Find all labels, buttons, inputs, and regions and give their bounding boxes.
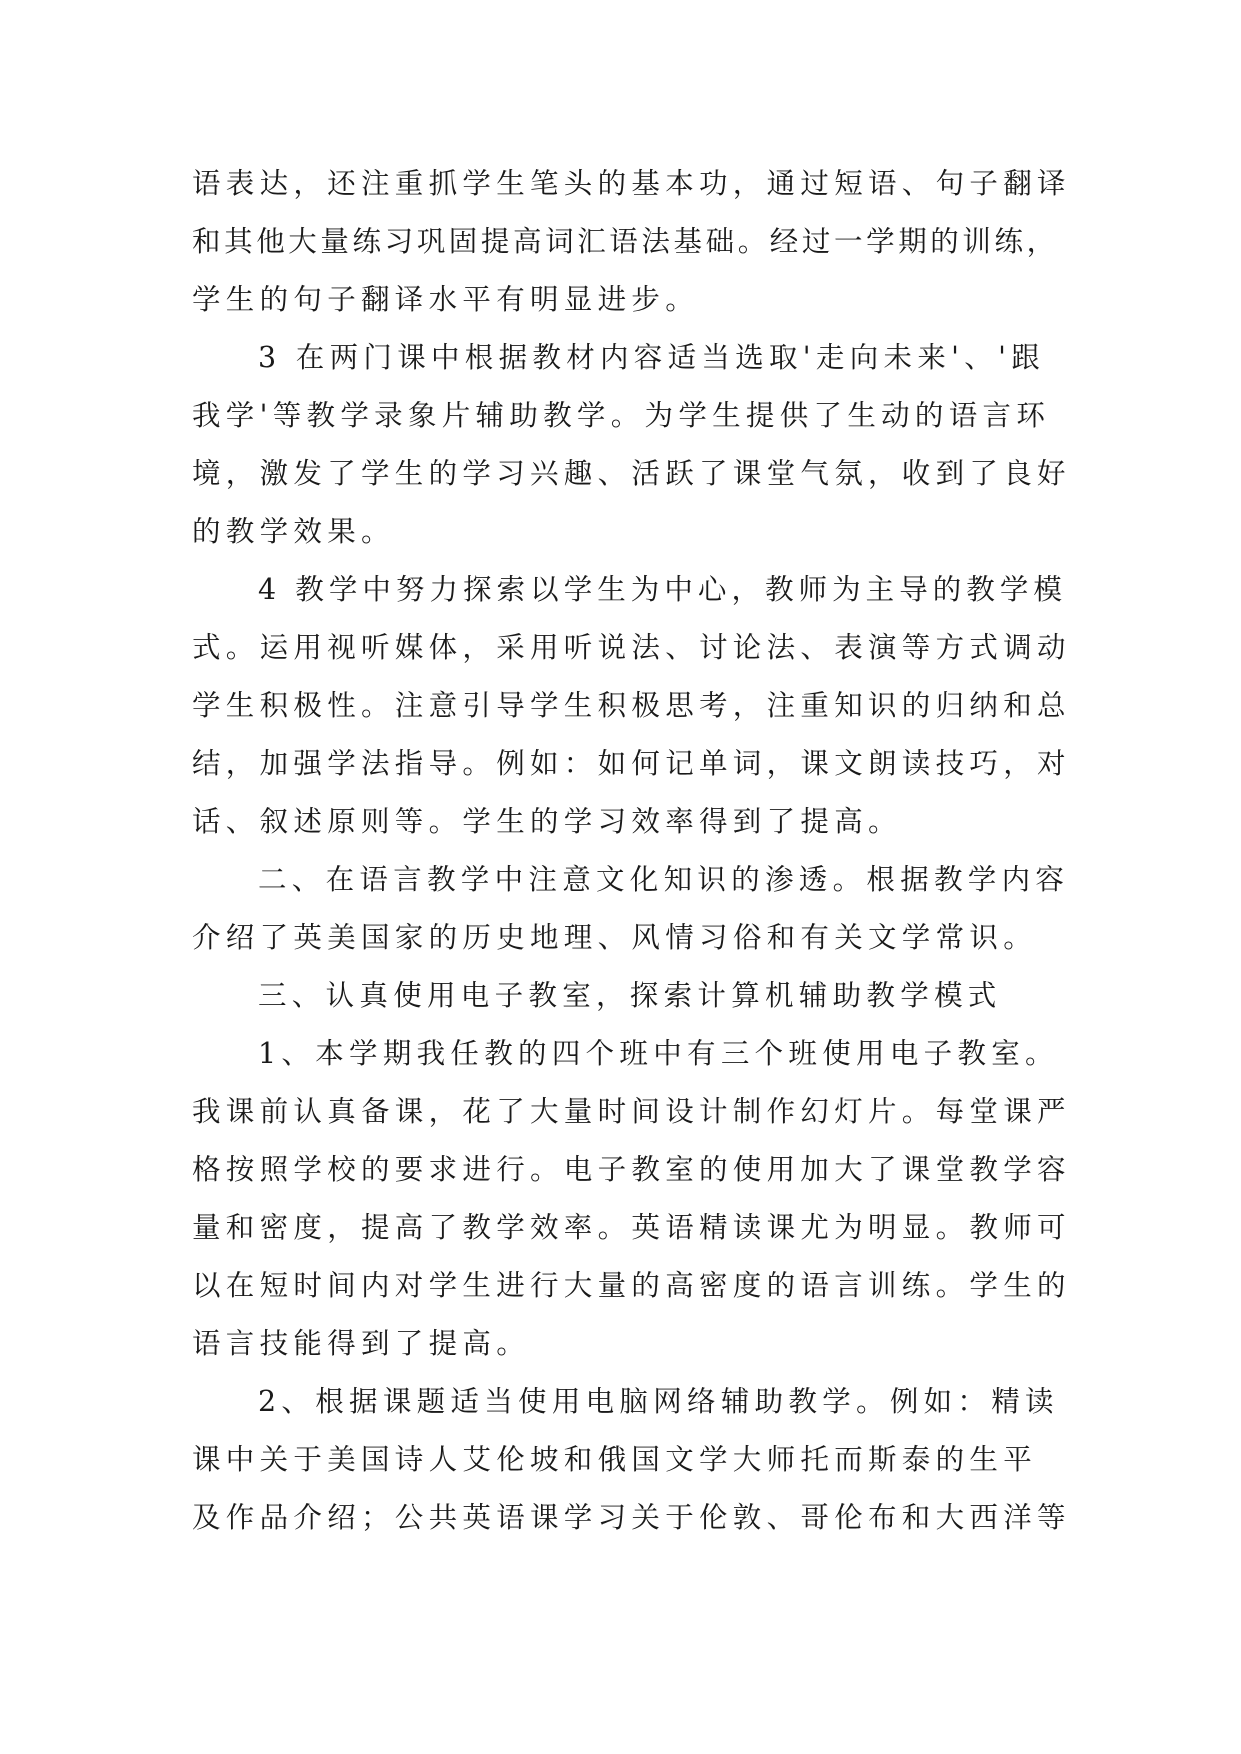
text-line: 结，加强学法指导。例如：如何记单词，课文朗读技巧，对	[192, 747, 1071, 780]
text-line: 语表达，还注重抓学生笔头的基本功，通过短语、句子翻译	[192, 167, 1071, 200]
paragraph-start-line: 1、本学期我任教的四个班中有三个班使用电子教室。	[258, 1037, 1059, 1070]
section-heading: 三、认真使用电子教室，探索计算机辅助教学模式	[258, 979, 1002, 1012]
text-line: 量和密度，提高了教学效率。英语精读课尤为明显。教师可	[192, 1211, 1071, 1244]
text-line: 和其他大量练习巩固提高词汇语法基础。经过一学期的训练，	[192, 225, 1059, 258]
text-line: 课中关于美国诗人艾伦坡和俄国文学大师托而斯泰的生平	[192, 1443, 1038, 1476]
text-line: 学生积极性。注意引导学生积极思考，注重知识的归纳和总	[192, 689, 1071, 722]
text-line: 语言技能得到了提高。	[192, 1327, 531, 1360]
text-line: 话、叙述原则等。学生的学习效率得到了提高。	[192, 805, 902, 838]
paragraph-start-line: 3 在两门课中根据教材内容适当选取'走向未来'、'跟	[258, 341, 1045, 374]
document-body	[192, 155, 1072, 1547]
text-line: 式。运用视听媒体，采用听说法、讨论法、表演等方式调动	[192, 631, 1071, 664]
text-line: 及作品介绍；公共英语课学习关于伦敦、哥伦布和大西洋等	[192, 1501, 1071, 1534]
paragraph-start-line: 二、在语言教学中注意文化知识的渗透。根据教学内容	[258, 863, 1070, 896]
text-line: 学生的句子翻译水平有明显进步。	[192, 283, 700, 316]
text-line: 以在短时间内对学生进行大量的高密度的语言训练。学生的	[192, 1269, 1071, 1302]
text-line: 我课前认真备课，花了大量时间设计制作幻灯片。每堂课严	[192, 1095, 1071, 1128]
text-line: 介绍了英美国家的历史地理、风情习俗和有关文学常识。	[192, 921, 1038, 954]
text-line: 我学'等教学录象片辅助教学。为学生提供了生动的语言环	[192, 399, 1051, 432]
text-line: 境，激发了学生的学习兴趣、活跃了课堂气氛，收到了良好	[192, 457, 1071, 490]
paragraph-start-line: 4 教学中努力探索以学生为中心，教师为主导的教学模	[258, 573, 1067, 606]
text-line: 格按照学校的要求进行。电子教室的使用加大了课堂教学容	[192, 1153, 1071, 1186]
paragraph-start-line: 2、根据课题适当使用电脑网络辅助教学。例如：精读	[258, 1385, 1059, 1418]
text-line: 的教学效果。	[192, 515, 395, 548]
